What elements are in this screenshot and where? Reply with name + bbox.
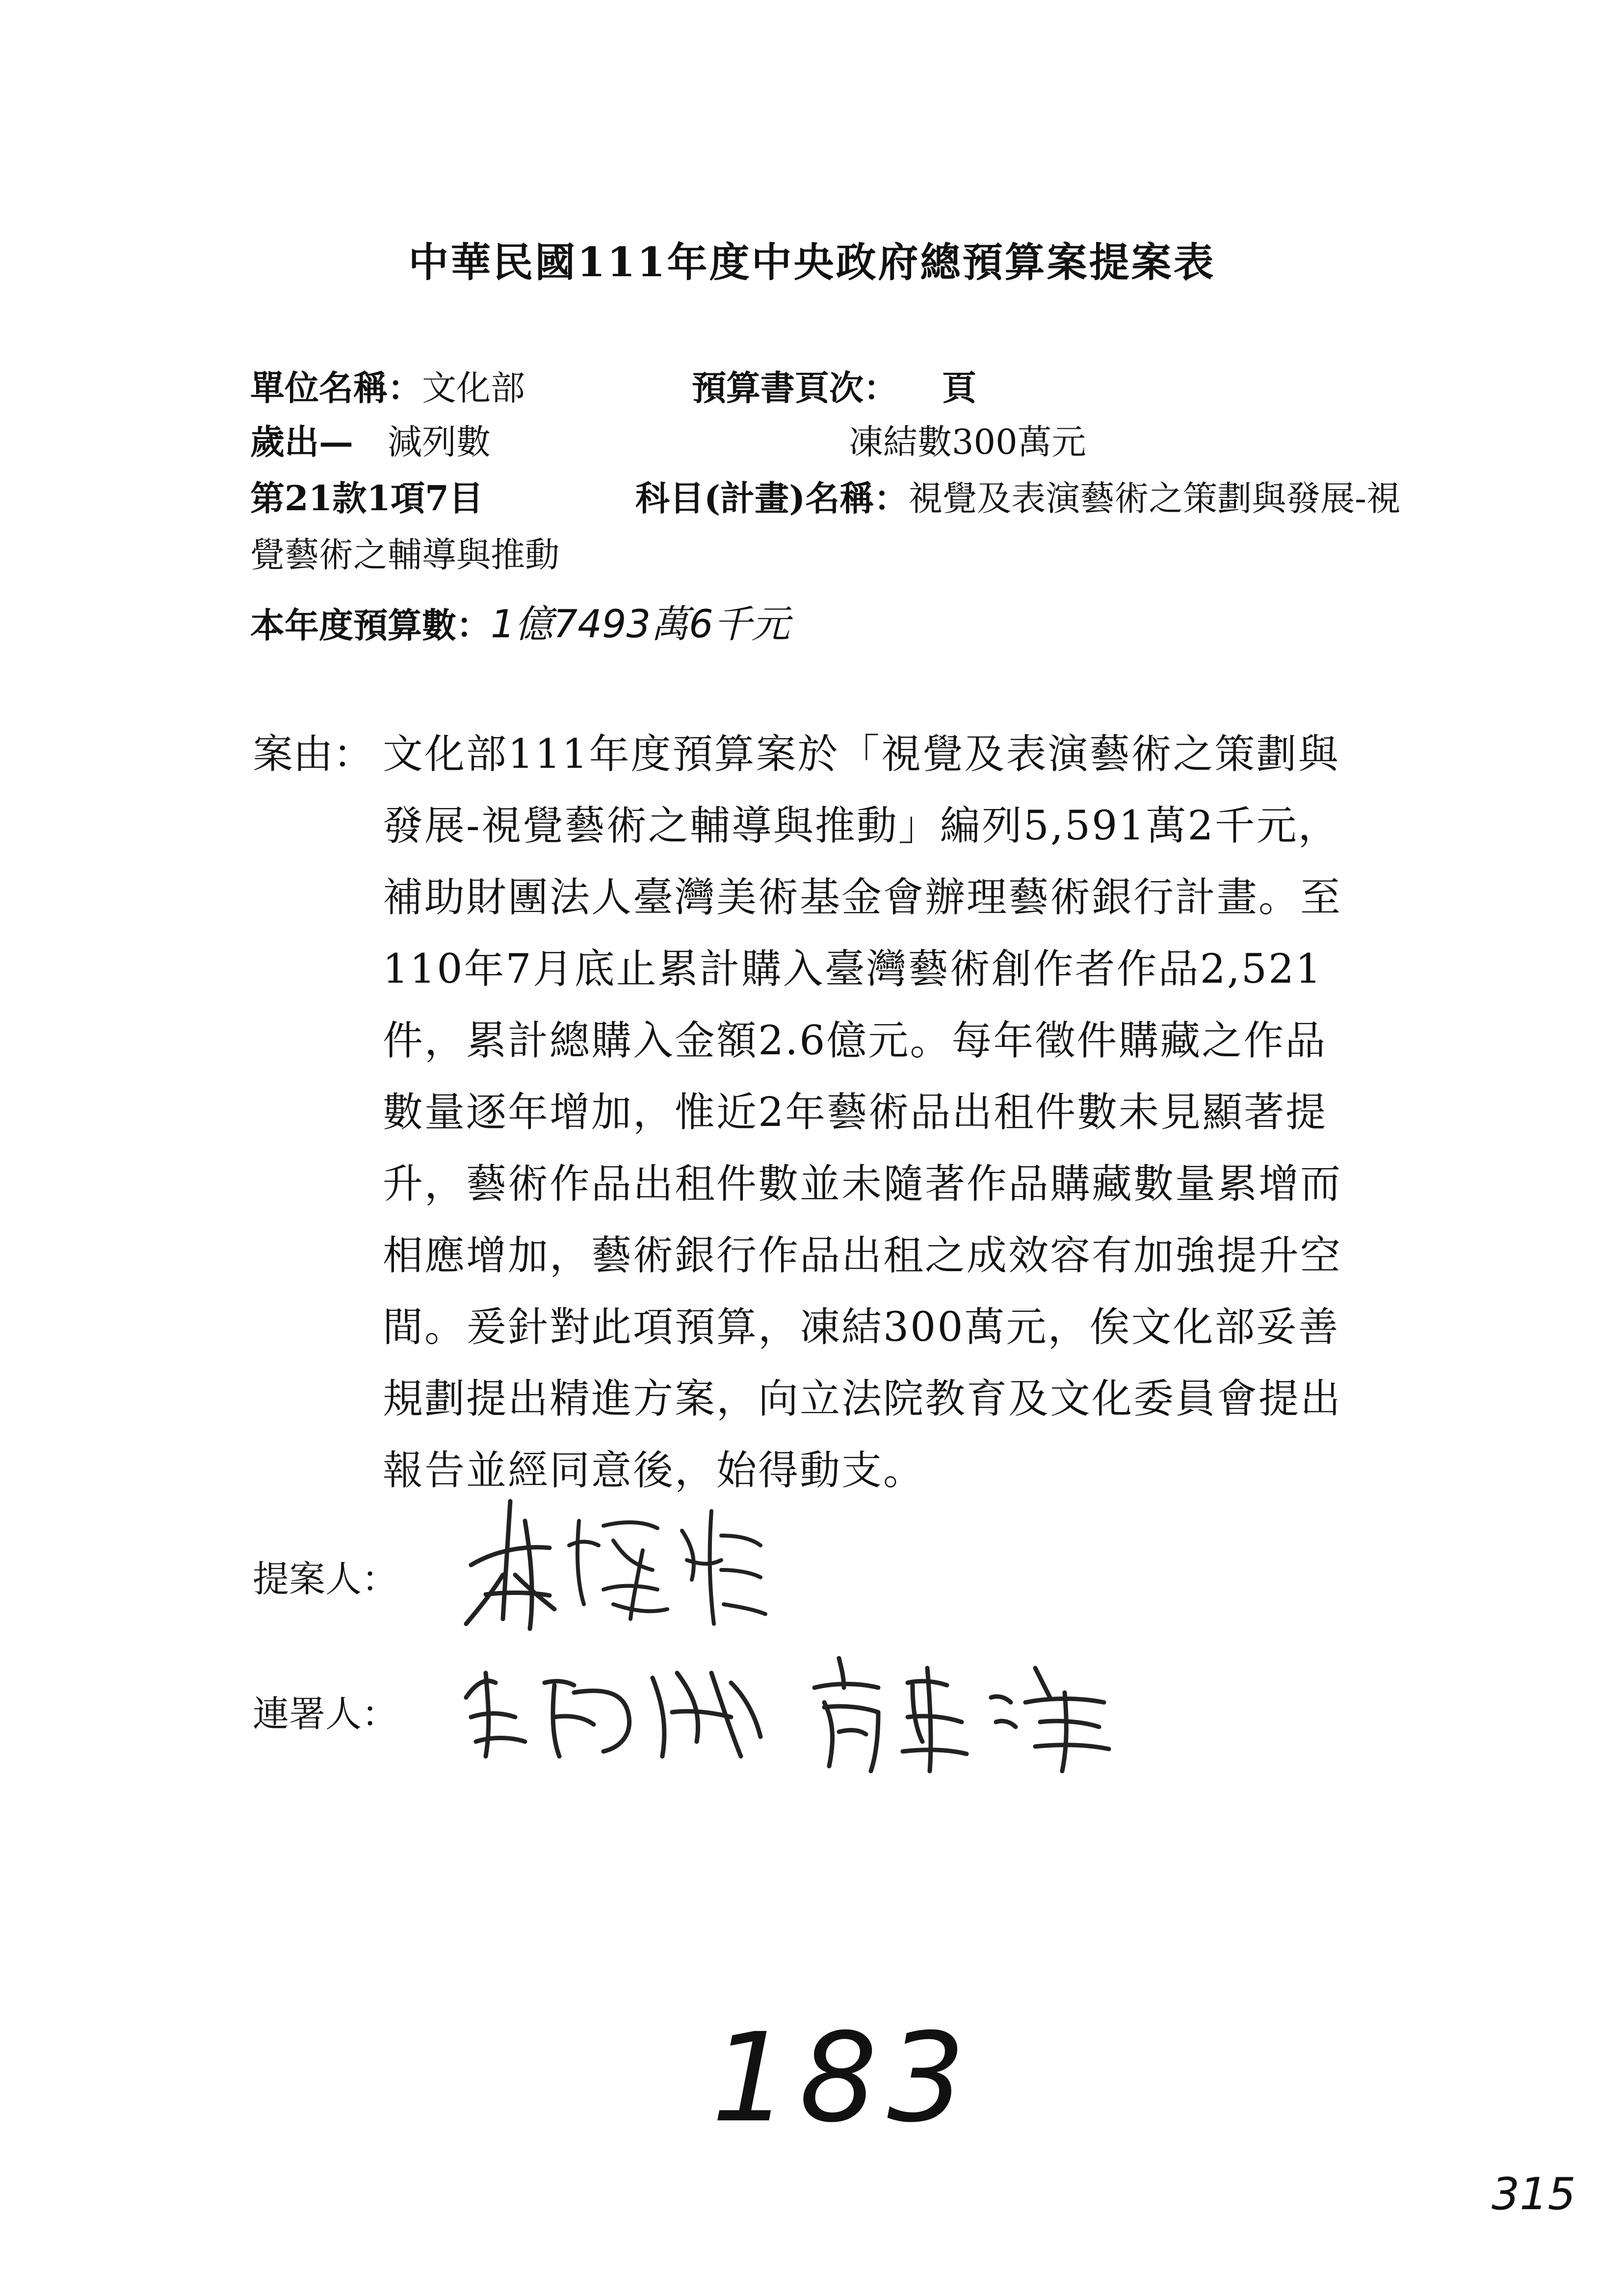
cosigner-signature-1 <box>456 1644 770 1771</box>
item-code: 第21款1項7目 <box>250 478 483 519</box>
budget-page-label: 預算書頁次： <box>692 367 898 408</box>
reason-line: 報告並經同意後，始得動支。 <box>383 1447 925 1494</box>
annual-budget-label: 本年度預算數： <box>250 605 491 646</box>
expense-row <box>250 415 491 464</box>
reason-line: 間。爰針對此項預算，凍結300萬元，俟文化部妥善 <box>383 1304 1340 1351</box>
reason-line: 文化部111年度預算案於「視覺及表演藝術之策劃與 <box>383 731 1340 778</box>
cosigner-label: 連署人： <box>253 1693 398 1735</box>
reason-line: 補助財團法人臺灣美術基金會辦理藝術銀行計畫。至 <box>383 874 1342 921</box>
freeze-text: 凍結數300萬元 <box>849 422 1086 462</box>
reason-line: 相應增加，藝術銀行作品出租之成效容有加強提升空 <box>383 1232 1342 1279</box>
reason-label: 案由： <box>253 731 374 778</box>
handwritten-number: 183 <box>711 2007 975 2149</box>
subject-row <box>635 471 1401 521</box>
reason-line: 規劃提出精進方案，向立法院教育及文化委員會提出 <box>383 1376 1342 1422</box>
subject-label: 科目(計畫)名稱： <box>635 478 909 519</box>
proposer-label: 提案人： <box>253 1558 398 1600</box>
reason-line: 110年7月底止累計購入臺灣藝術創作者作品2,521 <box>383 946 1323 992</box>
reason-line: 數量逐年增加，惟近2年藝術品出租件數未見顯著提 <box>383 1089 1328 1136</box>
reason-line: 件，累計總購入金額2.6億元。每年徵件購藏之作品 <box>383 1018 1327 1064</box>
document-title: 中華民國111年度中央政府總預算案提案表 <box>408 239 1216 286</box>
cosigner-signature-2 <box>805 1639 1119 1781</box>
annual-budget-row <box>250 594 790 649</box>
reason-line: 發展-視覺藝術之輔導與推動」編列5,591萬2千元， <box>383 803 1340 849</box>
reason-line: 升，藝術作品出租件數並未隨著作品購藏數量累增而 <box>383 1161 1342 1207</box>
subject-value-line1: 視覺及表演藝術之策劃與發展-視 <box>908 478 1401 519</box>
unit-value: 文化部 <box>422 368 525 408</box>
annual-budget-value: 1億7493萬6千元 <box>491 602 790 647</box>
proposer-signature <box>456 1491 770 1639</box>
subject-value-line2: 覺藝術之輔導與推動 <box>250 535 559 575</box>
reduce-label: 減列數 <box>388 422 491 462</box>
budget-page-value: 頁 <box>942 367 976 408</box>
unit-label: 單位名稱： <box>250 367 422 408</box>
page-number: 315 <box>1492 2168 1576 2220</box>
unit-row <box>250 361 525 410</box>
expense-label: 歲出— <box>250 421 353 462</box>
budget-page-row <box>692 361 976 410</box>
